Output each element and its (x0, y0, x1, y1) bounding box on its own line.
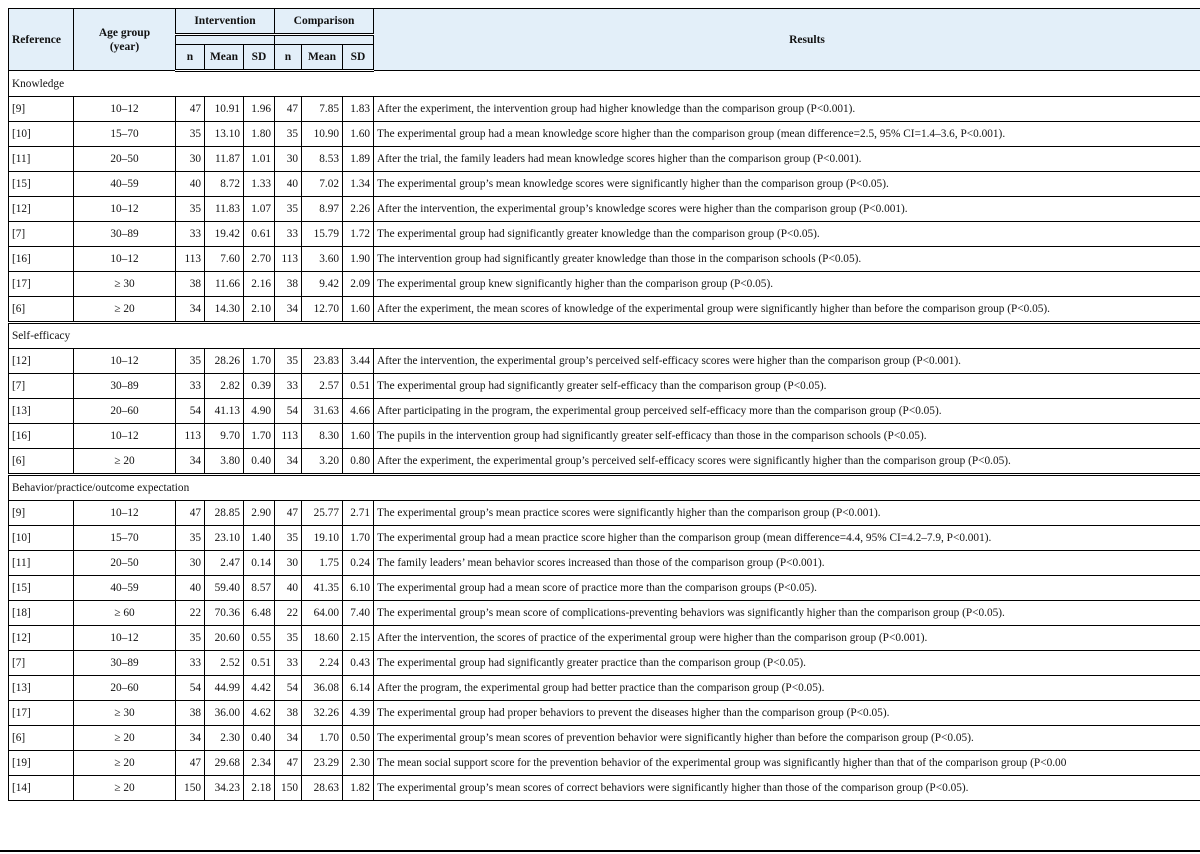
intervention-sd-cell: 2.90 (244, 501, 275, 526)
comparison-sd-cell: 0.50 (343, 726, 374, 751)
table-row (9, 247, 1200, 272)
intervention-n-cell: 38 (176, 701, 205, 726)
intervention-sd-cell: 1.70 (244, 349, 275, 374)
comparison-n-cell: 35 (275, 122, 302, 147)
result-cell: The experimental group’s mean scores of correct behaviors were significantly higher than those of the comparison group (P<0.05). (374, 776, 1200, 801)
age-group-cell: ≥ 20 (74, 751, 176, 776)
reference-cell: [18] (9, 601, 74, 626)
intervention-n-cell: 150 (176, 776, 205, 801)
intervention-n-cell: 35 (176, 626, 205, 651)
comparison-mean-cell: 8.97 (302, 197, 343, 222)
intervention-n-cell: 35 (176, 197, 205, 222)
reference-cell: [9] (9, 97, 74, 122)
comparison-sd-cell: 1.60 (343, 424, 374, 449)
comparison-sd-cell: 1.72 (343, 222, 374, 247)
intervention-sd-cell: 4.62 (244, 701, 275, 726)
intervention-sd-cell: 2.34 (244, 751, 275, 776)
table-row (9, 526, 1200, 551)
table-row (9, 449, 1200, 475)
comparison-n-cell: 34 (275, 726, 302, 751)
intervention-sd-cell: 2.10 (244, 297, 275, 323)
reference-cell: [13] (9, 399, 74, 424)
result-cell: The experimental group had a mean practice score higher than the comparison group (mean difference=4.4, 95% CI=4.2–7.9, P<0.001). (374, 526, 1200, 551)
comparison-sd-cell: 2.71 (343, 501, 374, 526)
comparison-sd-cell: 2.15 (343, 626, 374, 651)
intervention-mean-cell: 23.10 (205, 526, 244, 551)
intervention-sd-cell: 2.18 (244, 776, 275, 801)
comparison-mean-cell: 3.20 (302, 449, 343, 475)
age-group-cell: ≥ 20 (74, 297, 176, 323)
intervention-n-cell: 38 (176, 272, 205, 297)
comparison-n-cell: 35 (275, 626, 302, 651)
intervention-sd-cell: 8.57 (244, 576, 275, 601)
comparison-mean-cell: 8.53 (302, 147, 343, 172)
intervention-n-cell: 47 (176, 97, 205, 122)
comparison-mean-cell: 3.60 (302, 247, 343, 272)
comparison-sd-cell: 0.80 (343, 449, 374, 475)
reference-cell: [6] (9, 297, 74, 323)
comparison-n-cell: 22 (275, 601, 302, 626)
intervention-mean-cell: 34.23 (205, 776, 244, 801)
intervention-mean-cell: 28.26 (205, 349, 244, 374)
result-cell: The experimental group had a mean knowledge score higher than the comparison group (mean difference=2.5, 95% CI=1.4–3.6, P<0.001). (374, 122, 1200, 147)
intervention-n-cell: 113 (176, 247, 205, 272)
table-row (9, 197, 1200, 222)
intervention-sd-cell: 1.96 (244, 97, 275, 122)
table-row (9, 726, 1200, 751)
table-body (9, 71, 1200, 801)
comparison-mean-cell: 32.26 (302, 701, 343, 726)
intervention-n-cell: 40 (176, 172, 205, 197)
age-group-cell: 30–89 (74, 651, 176, 676)
intervention-sd-cell: 0.40 (244, 726, 275, 751)
table-row (9, 349, 1200, 374)
intervention-mean-cell: 19.42 (205, 222, 244, 247)
comparison-mean-cell: 8.30 (302, 424, 343, 449)
intervention-mean-cell: 2.82 (205, 374, 244, 399)
intervention-n-cell: 35 (176, 526, 205, 551)
comparison-sd-cell: 6.10 (343, 576, 374, 601)
comparison-n-cell: 54 (275, 676, 302, 701)
comparison-n-cell: 35 (275, 197, 302, 222)
reference-cell: [10] (9, 122, 74, 147)
comparison-n-cell: 38 (275, 701, 302, 726)
age-group-cell: 10–12 (74, 424, 176, 449)
comparison-sd-cell: 2.30 (343, 751, 374, 776)
intervention-sd-cell: 1.01 (244, 147, 275, 172)
intervention-mean-cell: 59.40 (205, 576, 244, 601)
comparison-n-cell: 33 (275, 374, 302, 399)
comparison-n-cell: 47 (275, 501, 302, 526)
comparison-n-cell: 35 (275, 349, 302, 374)
intervention-n-cell: 47 (176, 751, 205, 776)
comparison-n-cell: 34 (275, 449, 302, 475)
intervention-sd-cell: 0.40 (244, 449, 275, 475)
comparison-sd-cell: 1.70 (343, 526, 374, 551)
intervention-n-cell: 34 (176, 297, 205, 323)
intervention-mean-cell: 44.99 (205, 676, 244, 701)
comparison-mean-cell: 23.83 (302, 349, 343, 374)
result-cell: The experimental group had a mean score of practice more than the comparison groups (P<0.05). (374, 576, 1200, 601)
intervention-sd-cell: 4.90 (244, 399, 275, 424)
table-row (9, 272, 1200, 297)
table-row (9, 97, 1200, 122)
intervention-mean-cell: 70.36 (205, 601, 244, 626)
intervention-mean-cell: 8.72 (205, 172, 244, 197)
intervention-mean-cell: 29.68 (205, 751, 244, 776)
age-group-cell: 10–12 (74, 501, 176, 526)
section-header-row (9, 323, 1200, 349)
intervention-sd-cell: 1.80 (244, 122, 275, 147)
table-row (9, 147, 1200, 172)
reference-cell: [11] (9, 551, 74, 576)
reference-cell: [7] (9, 222, 74, 247)
comparison-sd-cell: 1.89 (343, 147, 374, 172)
comparison-mean-cell: 19.10 (302, 526, 343, 551)
reference-cell: [13] (9, 676, 74, 701)
table-row (9, 626, 1200, 651)
intervention-n-cell: 54 (176, 399, 205, 424)
age-group-cell: 15–70 (74, 526, 176, 551)
result-cell: The experimental group’s mean knowledge scores were significantly higher than the comparison group (P<0.05). (374, 172, 1200, 197)
result-cell: After the intervention, the scores of practice of the experimental group were higher than the comparison group (P<0.001). (374, 626, 1200, 651)
table-row (9, 374, 1200, 399)
reference-cell: [12] (9, 197, 74, 222)
age-group-cell: 40–59 (74, 576, 176, 601)
comparison-mean-cell: 12.70 (302, 297, 343, 323)
comparison-mean-cell: 7.85 (302, 97, 343, 122)
table-row (9, 776, 1200, 801)
reference-cell: [16] (9, 424, 74, 449)
section-title: Knowledge (9, 71, 1200, 97)
age-group-cell: 10–12 (74, 247, 176, 272)
comparison-mean-cell: 41.35 (302, 576, 343, 601)
intervention-header-spacer (176, 35, 275, 45)
result-cell: The pupils in the intervention group had significantly greater self-efficacy than those in the comparison schools (P<0.05). (374, 424, 1200, 449)
intervention-n-cell: 33 (176, 651, 205, 676)
intervention-n-cell: 30 (176, 147, 205, 172)
age-group-cell: ≥ 30 (74, 701, 176, 726)
comparison-mean-header: Mean (302, 45, 343, 71)
comparison-sd-cell: 1.82 (343, 776, 374, 801)
intervention-n-cell: 47 (176, 501, 205, 526)
age-group-cell: 10–12 (74, 349, 176, 374)
result-cell: The intervention group had significantly greater knowledge than those in the comparison schools (P<0.05). (374, 247, 1200, 272)
intervention-mean-cell: 3.80 (205, 449, 244, 475)
age-group-cell: ≥ 20 (74, 449, 176, 475)
age-group-cell: 30–89 (74, 374, 176, 399)
age-group-cell: 20–60 (74, 399, 176, 424)
age-group-cell: 10–12 (74, 97, 176, 122)
reference-header: Reference (9, 9, 74, 71)
intervention-mean-cell: 14.30 (205, 297, 244, 323)
comparison-n-cell: 40 (275, 576, 302, 601)
intervention-mean-cell: 13.10 (205, 122, 244, 147)
comparison-mean-cell: 10.90 (302, 122, 343, 147)
intervention-n-cell: 113 (176, 424, 205, 449)
section-title: Self-efficacy (9, 323, 1200, 349)
comparison-n-cell: 30 (275, 551, 302, 576)
reference-cell: [7] (9, 374, 74, 399)
comparison-sd-cell: 1.60 (343, 122, 374, 147)
age-group-cell: 30–89 (74, 222, 176, 247)
intervention-sd-cell: 0.61 (244, 222, 275, 247)
intervention-n-cell: 34 (176, 726, 205, 751)
age-group-cell: ≥ 20 (74, 776, 176, 801)
comparison-n-cell: 35 (275, 526, 302, 551)
table-row (9, 576, 1200, 601)
section-title: Behavior/practice/outcome expectation (9, 475, 1200, 501)
intervention-header: Intervention (176, 9, 275, 35)
comparison-mean-cell: 15.79 (302, 222, 343, 247)
result-cell: After the program, the experimental group had better practice than the comparison group (P<0.05). (374, 676, 1200, 701)
result-cell: The family leaders’ mean behavior scores increased than those of the comparison group (P<0.001). (374, 551, 1200, 576)
comparison-header: Comparison (275, 9, 374, 35)
intervention-sd-cell: 2.16 (244, 272, 275, 297)
age-group-cell: 20–60 (74, 676, 176, 701)
reference-cell: [12] (9, 349, 74, 374)
result-cell: After the intervention, the experimental group’s perceived self-efficacy scores were higher than the comparison group (P<0.001). (374, 349, 1200, 374)
reference-cell: [17] (9, 272, 74, 297)
intervention-sd-cell: 2.70 (244, 247, 275, 272)
table-row (9, 399, 1200, 424)
comparison-mean-cell: 28.63 (302, 776, 343, 801)
intervention-n-cell: 40 (176, 576, 205, 601)
comparison-sd-cell: 4.66 (343, 399, 374, 424)
intervention-n-cell: 33 (176, 374, 205, 399)
comparison-mean-cell: 2.57 (302, 374, 343, 399)
table-row (9, 551, 1200, 576)
comparison-mean-cell: 36.08 (302, 676, 343, 701)
reference-cell: [15] (9, 576, 74, 601)
comparison-sd-cell: 4.39 (343, 701, 374, 726)
comparison-sd-cell: 1.60 (343, 297, 374, 323)
comparison-n-cell: 33 (275, 222, 302, 247)
comparison-n-cell: 113 (275, 247, 302, 272)
comparison-sd-cell: 7.40 (343, 601, 374, 626)
intervention-n-cell: 30 (176, 551, 205, 576)
age-group-header (74, 9, 176, 71)
comparison-n-header: n (275, 45, 302, 71)
reference-cell: [11] (9, 147, 74, 172)
intervention-sd-cell: 0.39 (244, 374, 275, 399)
intervention-sd-cell: 1.33 (244, 172, 275, 197)
reference-cell: [10] (9, 526, 74, 551)
comparison-n-cell: 150 (275, 776, 302, 801)
intervention-mean-header: Mean (205, 45, 244, 71)
age-group-header-line2: (year) (109, 40, 140, 53)
intervention-n-cell: 34 (176, 449, 205, 475)
table-row (9, 601, 1200, 626)
reference-cell: [19] (9, 751, 74, 776)
section-header-row (9, 71, 1200, 97)
reference-cell: [16] (9, 247, 74, 272)
age-group-cell: ≥ 20 (74, 726, 176, 751)
reference-cell: [9] (9, 501, 74, 526)
table-row (9, 172, 1200, 197)
comparison-sd-cell: 1.90 (343, 247, 374, 272)
comparison-header-spacer (275, 35, 374, 45)
table-row (9, 651, 1200, 676)
table-row (9, 222, 1200, 247)
results-table-container (8, 8, 1200, 846)
result-cell: After the trial, the family leaders had mean knowledge scores higher than the comparison group (P<0.001). (374, 147, 1200, 172)
comparison-sd-cell: 2.26 (343, 197, 374, 222)
reference-cell: [6] (9, 726, 74, 751)
age-group-cell: ≥ 60 (74, 601, 176, 626)
result-cell: The experimental group knew significantly higher than the comparison group (P<0.05). (374, 272, 1200, 297)
comparison-sd-cell: 3.44 (343, 349, 374, 374)
intervention-n-header: n (176, 45, 205, 71)
table-header (9, 9, 1200, 71)
reference-cell: [12] (9, 626, 74, 651)
intervention-mean-cell: 36.00 (205, 701, 244, 726)
result-cell: After the experiment, the intervention group had higher knowledge than the comparison group (P<0.001). (374, 97, 1200, 122)
result-cell: The experimental group had significantly greater self-efficacy than the comparison group (P<0.05). (374, 374, 1200, 399)
result-cell: After the experiment, the experimental group’s perceived self-efficacy scores were significantly higher than the comparison group (P<0.05). (374, 449, 1200, 475)
comparison-mean-cell: 9.42 (302, 272, 343, 297)
intervention-mean-cell: 11.83 (205, 197, 244, 222)
table-row (9, 676, 1200, 701)
reference-cell: [17] (9, 701, 74, 726)
reference-cell: [6] (9, 449, 74, 475)
intervention-sd-cell: 0.51 (244, 651, 275, 676)
table-row (9, 701, 1200, 726)
age-group-cell: 15–70 (74, 122, 176, 147)
intervention-n-cell: 35 (176, 122, 205, 147)
intervention-mean-cell: 9.70 (205, 424, 244, 449)
intervention-mean-cell: 28.85 (205, 501, 244, 526)
intervention-n-cell: 33 (176, 222, 205, 247)
comparison-sd-cell: 6.14 (343, 676, 374, 701)
intervention-mean-cell: 7.60 (205, 247, 244, 272)
table-row (9, 501, 1200, 526)
intervention-mean-cell: 41.13 (205, 399, 244, 424)
intervention-sd-cell: 4.42 (244, 676, 275, 701)
intervention-mean-cell: 20.60 (205, 626, 244, 651)
table-row (9, 122, 1200, 147)
bottom-rule (0, 850, 1200, 852)
comparison-mean-cell: 18.60 (302, 626, 343, 651)
reference-cell: [7] (9, 651, 74, 676)
result-cell: The experimental group’s mean scores of prevention behavior were significantly higher than before the comparison group (P<0.05). (374, 726, 1200, 751)
intervention-n-cell: 54 (176, 676, 205, 701)
age-group-cell: 20–50 (74, 147, 176, 172)
comparison-mean-cell: 1.70 (302, 726, 343, 751)
comparison-n-cell: 113 (275, 424, 302, 449)
comparison-mean-cell: 25.77 (302, 501, 343, 526)
age-group-cell: 10–12 (74, 626, 176, 651)
result-cell: After the intervention, the experimental group’s knowledge scores were higher than the comparison group (P<0.001). (374, 197, 1200, 222)
comparison-sd-cell: 1.83 (343, 97, 374, 122)
age-group-cell: ≥ 30 (74, 272, 176, 297)
comparison-sd-cell: 2.09 (343, 272, 374, 297)
intervention-sd-cell: 0.55 (244, 626, 275, 651)
comparison-sd-cell: 0.43 (343, 651, 374, 676)
table-row (9, 297, 1200, 323)
age-group-header-line1: Age group (98, 26, 151, 39)
comparison-sd-header: SD (343, 45, 374, 71)
result-cell: The experimental group’s mean score of complications-preventing behaviors was significantly higher than the comparison group (P<0.05). (374, 601, 1200, 626)
table-row (9, 751, 1200, 776)
intervention-sd-header: SD (244, 45, 275, 71)
comparison-n-cell: 38 (275, 272, 302, 297)
age-group-cell: 40–59 (74, 172, 176, 197)
intervention-sd-cell: 1.40 (244, 526, 275, 551)
table-row (9, 424, 1200, 449)
intervention-sd-cell: 0.14 (244, 551, 275, 576)
intervention-sd-cell: 1.70 (244, 424, 275, 449)
comparison-n-cell: 33 (275, 651, 302, 676)
comparison-sd-cell: 0.24 (343, 551, 374, 576)
comparison-mean-cell: 7.02 (302, 172, 343, 197)
intervention-mean-cell: 11.66 (205, 272, 244, 297)
result-cell: The experimental group had significantly greater knowledge than the comparison group (P<0.05). (374, 222, 1200, 247)
comparison-mean-cell: 31.63 (302, 399, 343, 424)
results-table (8, 8, 1200, 801)
age-group-cell: 10–12 (74, 197, 176, 222)
result-cell: After participating in the program, the experimental group perceived self-efficacy more than the comparison group (P<0.05). (374, 399, 1200, 424)
intervention-mean-cell: 2.52 (205, 651, 244, 676)
comparison-n-cell: 47 (275, 751, 302, 776)
intervention-n-cell: 35 (176, 349, 205, 374)
intervention-n-cell: 22 (176, 601, 205, 626)
comparison-n-cell: 40 (275, 172, 302, 197)
reference-cell: [15] (9, 172, 74, 197)
comparison-n-cell: 34 (275, 297, 302, 323)
result-cell: The mean social support score for the prevention behavior of the experimental group was significantly higher than that of the comparison group (P<0.00 (374, 751, 1200, 776)
intervention-mean-cell: 10.91 (205, 97, 244, 122)
intervention-mean-cell: 2.47 (205, 551, 244, 576)
comparison-mean-cell: 64.00 (302, 601, 343, 626)
comparison-sd-cell: 0.51 (343, 374, 374, 399)
result-cell: The experimental group had proper behaviors to prevent the diseases higher than the comparison group (P<0.05). (374, 701, 1200, 726)
section-header-row (9, 475, 1200, 501)
intervention-mean-cell: 11.87 (205, 147, 244, 172)
intervention-sd-cell: 6.48 (244, 601, 275, 626)
result-cell: The experimental group had significantly greater practice than the comparison group (P<0.05). (374, 651, 1200, 676)
comparison-n-cell: 30 (275, 147, 302, 172)
comparison-n-cell: 47 (275, 97, 302, 122)
comparison-sd-cell: 1.34 (343, 172, 374, 197)
comparison-mean-cell: 23.29 (302, 751, 343, 776)
age-group-cell: 20–50 (74, 551, 176, 576)
comparison-mean-cell: 1.75 (302, 551, 343, 576)
result-cell: The experimental group’s mean practice scores were significantly higher than the comparison group (P<0.001). (374, 501, 1200, 526)
comparison-mean-cell: 2.24 (302, 651, 343, 676)
intervention-mean-cell: 2.30 (205, 726, 244, 751)
intervention-sd-cell: 1.07 (244, 197, 275, 222)
reference-cell: [14] (9, 776, 74, 801)
result-cell: After the experiment, the mean scores of knowledge of the experimental group were significantly higher than before the comparison group (P<0.05). (374, 297, 1200, 323)
results-header: Results (374, 9, 1200, 71)
comparison-n-cell: 54 (275, 399, 302, 424)
